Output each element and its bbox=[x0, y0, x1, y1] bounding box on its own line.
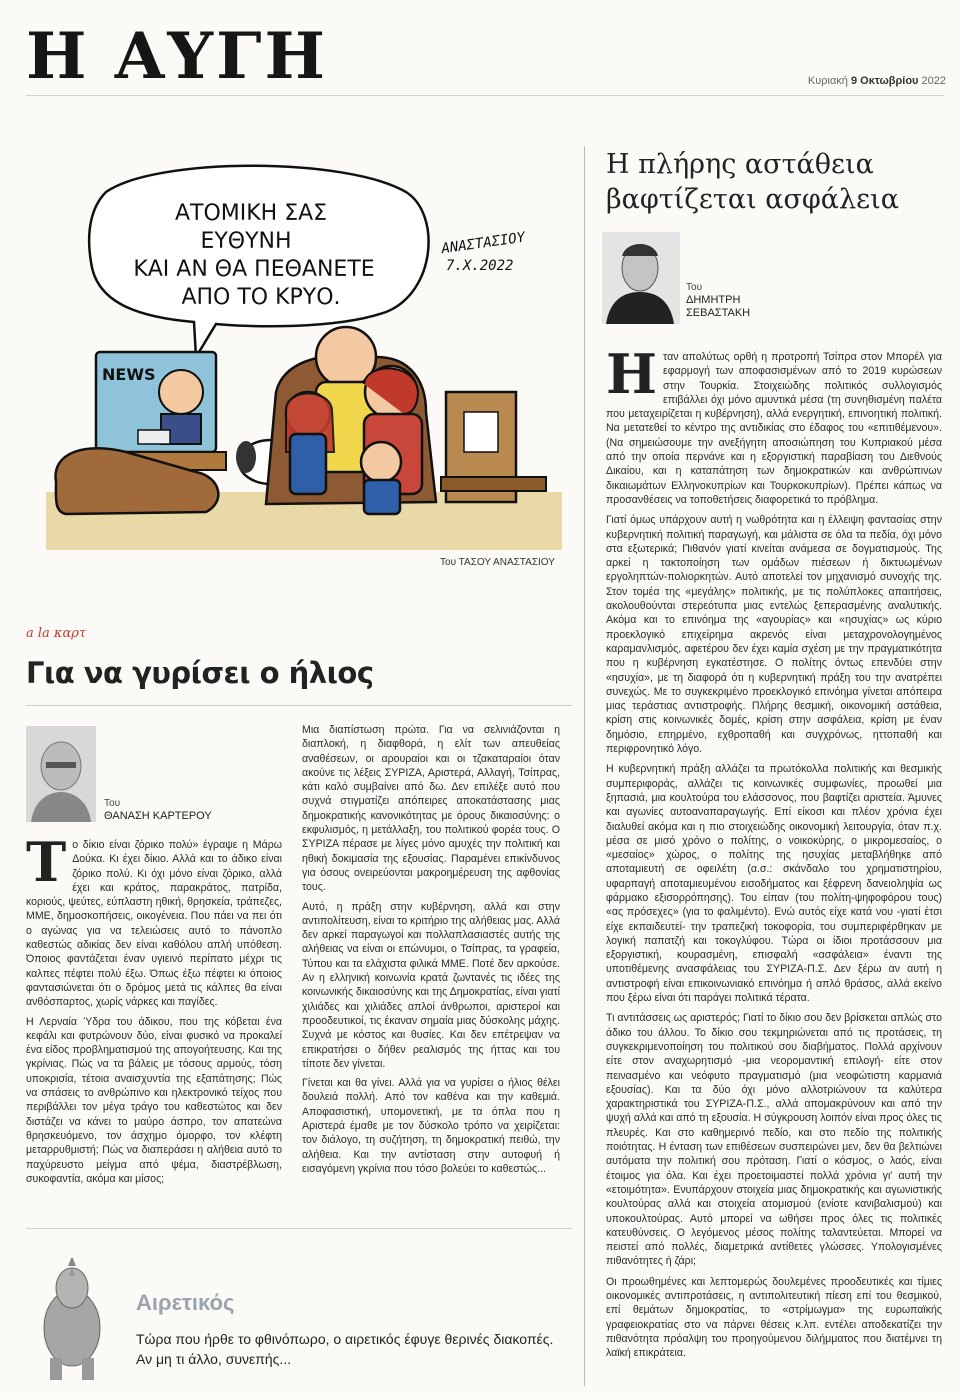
left-headline: Για να γυρίσει ο ήλιος bbox=[26, 656, 374, 690]
cartoon-illustration bbox=[46, 152, 562, 550]
heretic-text: Τώρα που ήρθε το φθινόπωρο, ο αιρετικός έφυγε θερινές διακοπές. Αν μη τι άλλο, συνεπής... bbox=[136, 1331, 554, 1367]
right-paragraph-3: Η κυβερνητική πράξη αλλάζει τα πρωτόκολλα πολιτικής και θεσμικής συμπεριφοράς, αλλάζει τις κοινωνικές συμφωνίες, προωθεί μια ξηπασιά, μια κουλτούρα του ελάσσονος, που βαφτίζει αριστεία. Άμυνες και αγωνίες αυτοαναπαραγωγής. Επί είκοσι και πλέον χρόνια έχει διαλυθεί ακόμα και η πιο στοιχειώδης οικονομική λειτουργία, όταν π.χ. μέσα σε μισό χρόνο ο πολίτης, ο νοικοκύρης, ο μικρομεσαίος, ο «μεσαίος» χώρος, ο πολίτης της ησυχίας μεταβλήθηκε από αποταμιευτή σε οφειλέτη (α.σ.: σκάνδαλο του χρηματιστηρίου, υφαρπαγή αποταμιευμένου εισοδήματος και ξέφρενη δανειοληψία ως φάρμακο εξισορρόπησης). Του είπαν (του πολίτη-ψηφοφόρου τους) «ας πρόσεχες» (για το φαλιμέντο). Ενώ αυτός είχε κατά νου -γιατί έτσι είχε εκπαιδευτεί- την τραπεζική τοκοφορία, του συμπεριφέρθηκαν με λογική παπατζή και τοκογλύφου. Τώρα οι ίδιοι προτάσσουν μια εξοργιστική, κουρασμένη, επισφαλή «ασφάλεια» έναντι της υποτιθέμενης ανασφάλειας του ΣΥΡΙΖΑ-Π.Σ. Δεν ξέρω αν αυτή η αντιστροφή είναι επικοινωνιακό επινόημα ή απλό θράσος, αλλά εκείνο που ξέρω είναι ότι παράγει πολιτικά τέρατα. bbox=[606, 763, 942, 1005]
right-headline bbox=[606, 147, 936, 217]
left-article-column-1 bbox=[26, 838, 282, 1223]
left-article-column-2 bbox=[302, 723, 560, 1223]
dateline bbox=[808, 75, 946, 87]
section-kicker: a la καρτ bbox=[26, 626, 87, 641]
author-photo-sevastakis bbox=[602, 232, 680, 324]
right-headline-line-2: βαφτίζεται ασφάλεια bbox=[606, 184, 899, 215]
date-bold: 9 Οκτωβρίου bbox=[850, 75, 919, 87]
right-paragraph-4: Τι αντιτάσσεις ως αριστερός; Γιατί το δίκιο σου δεν βρίσκεται απλώς στο άδικο του άλλου. Το δίκιο σου τεκμηριώνεται από τις προτάσεις, τη συγκεκριμενοποίηση του πολιτικού σου διαβήματος. Πολλά αρχίνουν είτε στον αναχωρητισμό -μια νεορομαντική επιλογή- είτε στον πεινασμένο και νεόφυτο πραγματισμό (μια νεοφώτιστη καρμανιά εξουσίας). Και τα δύο όχι μόνο αλλοτριώνουν τα καλύτερα χαρακτηριστικά του ΣΥΡΙΖΑ-Π.Σ., αλλά απομακρύνουν και από την ψυχή αλλά και από τη εξουσία. Η σύγκρουση λοιπόν είναι προς όλες τις πλευρές. Και στο καθημερινό πεδίο, και στο πεδίο της πολιτικής ποιότητας. Η ένταση των επιθέσεων συσπειρώνει μεν, δεν θα βελτιώνει αυτόματα την πολιτική σου πρόταση. Γιατί ο κόσμος, ο λαός, είναι έτοιμος για όλα. Και έχει προετοιμαστεί πολλά χρόνια γι' αυτή την «ετοιμότητα». Ενυπάρχουν στοιχεία μιας δημοκρατικής και αγωνιστικής κουλτούρας αλλά και στοιχεία ατομισμού (ενίοτε κανιβαλισμού) και υποκουλτούρας. Αυτό μπορεί να ωθήσει προς όλες τις πολιτικές κατευθύνσεις. Ο λεγόμενος μέσος πολίτης ταλαντεύεται. Μπορεί να πειστεί από πολλές, διαμετρικά αντίθετες γλώσσες. Υπολογισμένες πιθανότητες ή ζάρι; bbox=[606, 1012, 942, 1268]
left-col1-paragraph-1: ο δίκιο είναι ζόρικο πολύ» έγραψε η Μάρω Δούκα. Κι έχει δίκιο. Αλλά και το άδικο είναι ζόρικο πολύ. Κι όχι μόνο είναι ζόρικο, αλλά έχει και κράτος, παρακράτος, πατρίδα, κοριούς, ψεύτες, εύπλαστη ηθική, θρησκεία, τράπεζες, ΜΜΕ, δημοσκοπήσεις, οικογένεια. Που πάει να πει ότι ο αγώνας για να τελειώσεις αυτό το πάνοπλο καθεστώς αδικίας δεν είναι καθόλου απλή υπόθεση. Όποιος φαντάζεται έναν υγιεινό περίπατο μέχρι τις καλπες πέφτει πολύ έξω. Όπως έξω πέφτει κι όποιος φαντασιώνεται ότι ο δρόμος μετά τις κάλπες θα είναι ανθόσπαρτος, χωρίς νάρκες και παγίδες. bbox=[26, 839, 282, 1009]
speech-line-4: ΑΠΟ ΤΟ ΚΡΥΟ. bbox=[181, 285, 341, 310]
left-col2-paragraph-3: Γίνεται και θα γίνει. Αλλά για να γυρίσει ο ήλιος θέλει δουλειά πολλή. Από τον καθένα και την καθεμιά. Αποφασιστική, υπομονετική, με τα όπλα που η Αριστερά έμαθε με τον δύσκολο τρόπο να χειρίζεται: τον διάλογο, τη συζήτηση, τη δημοκρατική πειθώ, την αλήθεια. Και την αντίσταση στην αυτοφυή ή εισαγόμενη γκρίνια που τόσο βολεύει το καθεστώς... bbox=[302, 1077, 560, 1175]
speech-line-1: ΑΤΟΜΙΚΗ ΣΑΣ bbox=[174, 201, 328, 226]
headline-rule bbox=[26, 705, 572, 706]
cartoon-credit-name: ΤΑΣΟΥ ΑΝΑΣΤΑΣΙΟΥ bbox=[458, 557, 555, 568]
author-photo-karteros bbox=[26, 726, 96, 822]
masthead-rule bbox=[26, 95, 944, 96]
right-byline-name-2: ΣΕΒΑΣΤΑΚΗ bbox=[686, 307, 751, 319]
left-dropcap: Τ bbox=[26, 838, 67, 894]
left-byline-prefix: Του bbox=[104, 798, 121, 809]
cartoon-signature-date: 7.X.2022 bbox=[446, 258, 514, 274]
speech-line-2: ΕΥΘΥΝΗ bbox=[200, 229, 292, 254]
date-year: 2022 bbox=[921, 75, 946, 87]
tv-news-label: NEWS bbox=[102, 365, 156, 384]
left-byline bbox=[104, 798, 212, 823]
masthead-title: Η ΑΥΓΗ bbox=[26, 19, 328, 94]
right-byline bbox=[686, 282, 750, 320]
left-col2-paragraph-2: Αυτό, η πράξη στην κυβέρνηση, αλλά και στην αντιπολίτευση, είναι το κριτήριο της αλήθειας μας. Αλλά δεν αρκεί παραγωγοί και πολλαπλασιαστές αυτής της αλήθειας να είναι οι επώνυμοι, ο Τσίπρας, τα γραφεία, Τύπου και τα ελάχιστα φιλικά ΜΜΕ. Ποτέ δεν αρκούσε. Αν η ελληνική κοινωνία κρατά ζωντανές τις ιδέες της κοινωνικής δικαιοσύνης και της Δημοκρατίας, είναι γιατί χιλιάδες και χιλιάδες απλοί άνθρωποι, αριστεροί και προοδευτικοί, τις έκαναν σημαία μιας δύσκολης μάχης. Συχνά με κόστος και θυσίες. Και δεν επέτρεψαν να επικρατήσει ο δήθεν ρεαλισμός της ήττας και του τίποτε δεν γίνεται. bbox=[302, 900, 560, 1070]
speech-line-3: ΚΑΙ ΑΝ ΘΑ ΠΕΘΑΝΕΤΕ bbox=[133, 257, 375, 282]
column-divider bbox=[584, 146, 585, 1386]
cartoon-credit-prefix: Του bbox=[440, 557, 457, 568]
left-byline-name: ΘΑΝΑΣΗ ΚΑΡΤΕΡΟΥ bbox=[104, 810, 212, 822]
cartoon-signature: ΑΝΑΣΤΑΣΙΟΥ bbox=[440, 229, 527, 258]
right-paragraph-5: Οι προωθημένες και λεπτομερώς δουλεμένες προοδευτικές και τίμιες οικονομικές αντιπροτάσεις, η αντιπολιτευτική πίεση επί του θεσμικού, επί θεμάτων δημοκρατίας, το «στρίμωγμα» της ευρωπαϊκής γραφειοκρατίας στο να πάρνει θέσεις κ.λπ. εντέλει αποδεκατίζει την πιθανότητα πρόαλψη του προηγούμενου διλήμματος που διατέμνει τη λαϊκή επικράτεια. bbox=[606, 1275, 942, 1360]
right-byline-name-1: ΔΗΜΗΤΡΗ bbox=[686, 294, 741, 306]
left-col2-paragraph-1: Μια διαπίστωση πρώτα. Για να σελινιάζονται η διαπλοκή, η διαφθορά, η ελίτ των απευθείας αναθέσεων, οι αρουραίοι και οι τζακαταραίοι όταν ακούνε τις λέξεις ΣΥΡΙΖΑ, Αριστερά, Αλλαγή, Τσίπρας, κάτι καλό συμβαίνει από δω. Δεν επιλέξε αυτό που συχνά στιγματίζει απόπειρες αποκατάστασης μιας δημοκρατικής κανονικότητας με όρους δικαιοσύνης: ο εκφυλισμός, η μετάλλαξη, του πολιτικού φορέα τους. Ο ΣΥΡΙΖΑ πέρασε με λίγες μόνο αμυχές την πολιτική και ηθική δοκιμασία της εξουσίας. Παραμένει επικίνδυνος για όσους ονειρεύονται μακροημέρευση της αφθονίας τους. bbox=[302, 724, 560, 894]
heretic-title: Αιρετικός bbox=[136, 1290, 235, 1315]
heretic-rule bbox=[26, 1228, 572, 1229]
right-article-body bbox=[606, 350, 942, 1390]
right-paragraph-1: ταν απολύτως ορθή η προτροπή Τσίπρα στον Μπορέλ για εφαρμογή των αποφασισμένων από το 2019 κυρώσεων στην Τουρκία. Στοιχειώδης πολιτικός συλλογισμός επιβάλλει όχι μόνο αμυντικά μέσα (τη συνηθισμένη παλέτα που μεταχειρίζεται η κυβέρνηση), αλλά ενεργητική, επινοητική πολιτική. Να μετατεθεί το κέντρο της αντιδικίας στο έδαφος του «επιτιθέμενου». (Να σημειώσουμε την ανεξήγητη αποσιώπηση του Κυπριακού μέσα από την οποία περνάνε και η εξοργιστική παραβίαση του Διεθνούς Δικαίου, και η καταπάτηση των δημοκρατικών και ανθρώπινων δικαιωμάτων Ελληνοκυπρίων και Τουρκοκυπρίων). Πρέπει κάπως να προσανθέσεις να τοποθετήσεις διαφορετικά το πρόβλημα. bbox=[606, 351, 942, 506]
cartoon-credit bbox=[440, 557, 555, 568]
right-dropcap: Η bbox=[606, 350, 658, 406]
right-headline-line-1: Η πλήρης αστάθεια bbox=[606, 149, 874, 180]
right-byline-prefix: Του bbox=[686, 282, 703, 293]
left-col1-paragraph-2: Η Λερναία Ύδρα του άδικου, που της κόβεται ένα κεφάλι και φυτρώνουν δύο, είναι φυσικό να προκαλεί ένα είδος προβληματισμού της απογοήτευσης. Και της γκρίνιας. Πώς να τα βάλεις με τόσους αρμούς, τόση υποκρισία, τέτοια αναισχυντία της εξαπάτησης; Πώς να σπάσεις το ανθρώπινο και ηλεκτρονικό τείχος που περιβάλλει τον μέγα τράγο του καθεστώτος και δεν διστάζει να κάνει το μαύρο άσπρο, τον απατεώνα θρησκευόμενο, τον άσχημο όμορφο, τον κλέφτη μεταρρυθμιστή; Πώς να διαπεράσει η αλήθεια αυτό το παχύρευστο μείγμα από ψέμα, διαστρέβλωση, συκοφαντία, ακόμα και μίσος; bbox=[26, 1015, 282, 1185]
right-paragraph-2: Γιατί όμως υπάρχουν αυτή η νωθρότητα και η έλλειψη φαντασίας στην κυβερνητική πολιτική παραγωγή, και μάλιστα σε όλα τα πεδία, όχι μόνο στα εξωτερικά; Πιθανόν γιατί κινείται ανάμεσα σε δογματισμούς. Της αρκεί η τακτοποίηση των ομάδων πιέσεων ή δικτυωμένων εργοληπτών-πολιορκητών. Αυτό αποτελεί τον μηχανισμό συνοχής της. Στον τομέα της «μεγάλης» πολιτικής, με τις πολύπλοκες απαιτήσεις, ακολουθούνται στερεότυπα μιας εντελώς ξεπερασμένης αναλυτικής. Ακόμα και το επινόημα της «αγουρίας» και «ησυχίας» ως κύριο προεκλογικό επιχείρημα ακρενός είναι μεταχρονολογημένος καραμανλισμός, αφετέρου δεν έχει καμία σχέση με την πραγματικότητα που η κυβέρνηση εγκατέστησε. Ο πολίτης όντως επενδύει στην «ησυχία», με τη διαφορά ότι η κυβερνητική πράξη του την ανατρέπει συνεχώς. Με το συγκεκριμένο προεκλογικό επινόημα γίνεται απόπειρα μιας τεράστιας αντιστροφής. Πλήρης θεσμική, οικονομική αστάθεια, κρίση στις κοινωνικές δομές, κρίση στην ασφάλεια, κρίση με έναν δημόσιο, επηρμένο, εχθροπαθή και συγχρόνως, ηττοπαθή και περιφρονητικό λόγο. bbox=[606, 514, 942, 756]
rhino-illustration bbox=[28, 1258, 116, 1383]
date-day: Κυριακή bbox=[807, 75, 848, 87]
